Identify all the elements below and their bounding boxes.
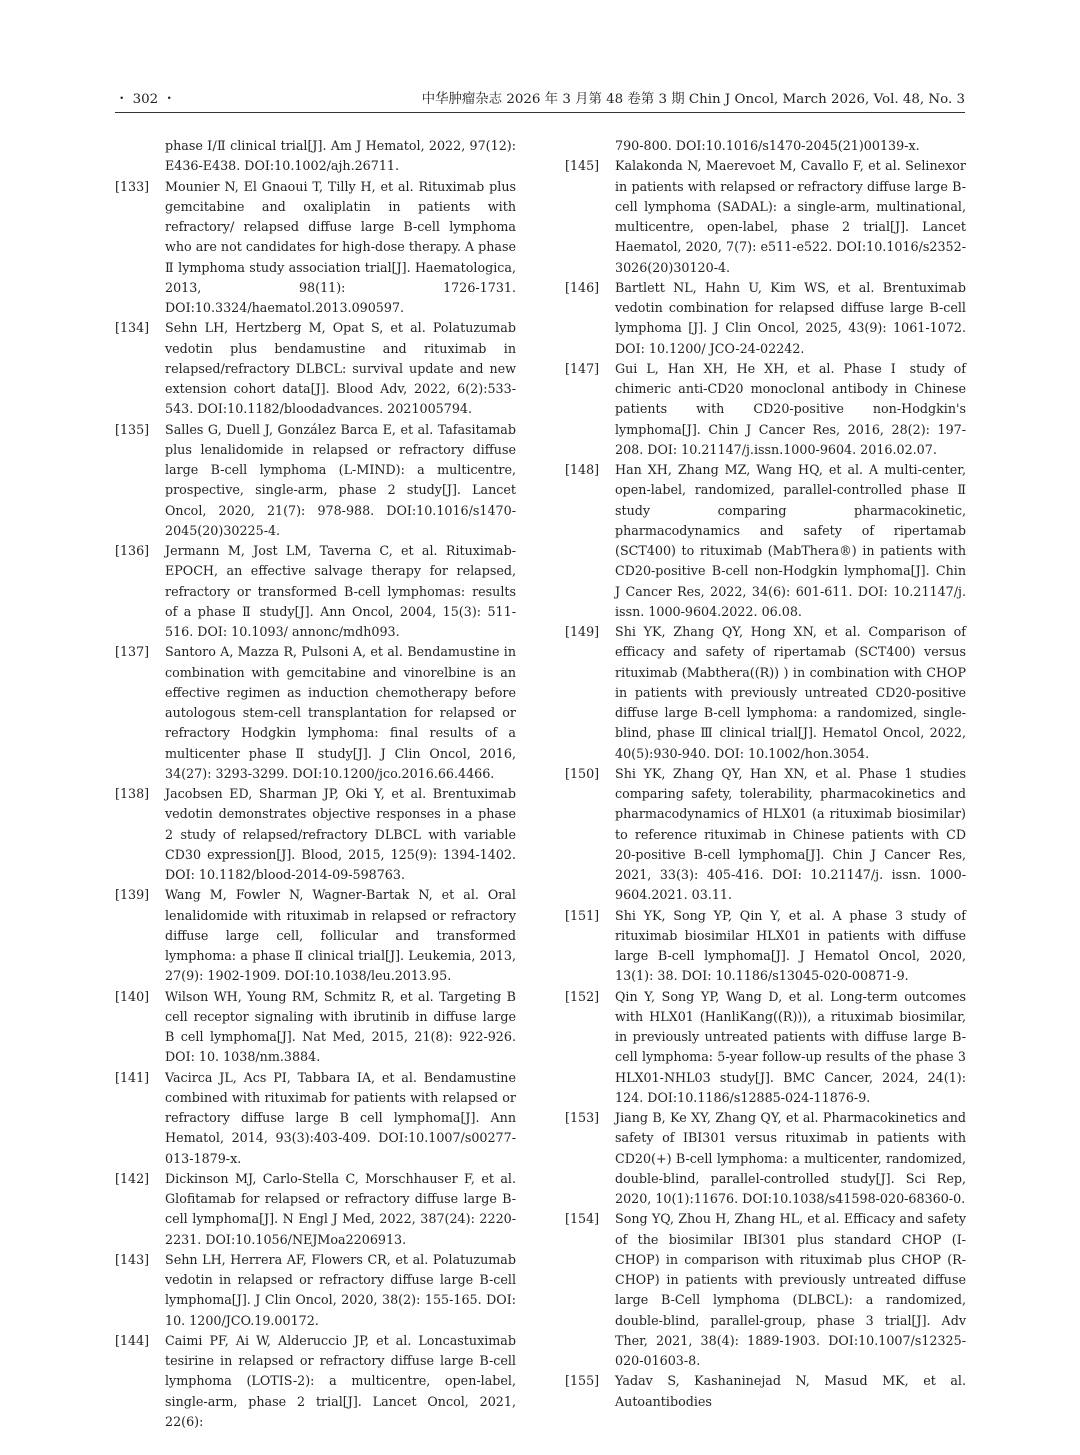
reference-item — [565, 987, 966, 1109]
reference-item — [565, 359, 966, 460]
reference-text: Yadav S, Kashaninejad N, Masud MK, et al. Autoantibodies — [615, 1373, 966, 1409]
reference-text: Song YQ, Zhou H, Zhang HL, et al. Efficacy and safety of the biosimilar IBI301 plus standard CHOP (I-CHOP) in comparison with rituximab plus CHOP (R-CHOP) in patients with previously untreated diffuse large B-Cell lymphoma (DLBCL): a randomized, double-blind, parallel-group, phase 3 trial[J]. Adv Ther, 2021, 38(4): 1889-1903. DOI:10.1007/s12325-020-01603-8. — [615, 1211, 966, 1368]
reference-number: [145] — [565, 158, 600, 174]
reference-text: Vacirca JL, Acs PI, Tabbara IA, et al. Bendamustine combined with rituximab for patients with relapsed or refractory diffuse large B cell lymphoma[J]. Ann Hematol, 2014, 93(3):403-409. DOI:10.1007/s00277-013-1879-x. — [165, 1069, 516, 1166]
reference-item — [115, 885, 516, 986]
reference-item — [565, 278, 966, 359]
reference-item — [565, 764, 966, 906]
reference-item — [115, 1250, 516, 1331]
reference-text: Sehn LH, Hertzberg M, Opat S, et al. Polatuzumab vedotin plus bendamustine and rituximab in relapsed/refractory DLBCL: survival update and new extension cohort data[J]. Blood Adv, 2022, 6(2):533-543. DOI:10.1182/bloodadvances. 2021005794. — [165, 320, 516, 417]
reference-number: [137] — [115, 644, 150, 660]
reference-text: Wang M, Fowler N, Wagner-Bartak N, et al. Oral lenalidomide with rituximab in relapsed or refractory diffuse large cell, follicular and transformed lymphoma: a phase Ⅱ clinical trial[J]. Leukemia, 2013, 27(9): 1902-1909. DOI:10.1038/leu.2013.95. — [165, 887, 516, 984]
reference-number: [138] — [115, 786, 150, 801]
reference-text: Qin Y, Song YP, Wang D, et al. Long-term outcomes with HLX01 (HanliKang((R))), a rituximab biosimilar, in previously untreated patients with diffuse large B-cell lymphoma: 5-year follow-up results of the phase 3 HLX01-NHL03 study[J]. BMC Cancer, 2024, 24(1): 124. DOI:10.1186/s12885-024-11876-9. — [615, 988, 966, 1105]
journal-citation-line: 中华肿瘤杂志 2026 年 3 月第 48 卷第 3 期 Chin J Oncol, March 2026, Vol. 48, No. 3 — [421, 92, 965, 107]
reference-item — [115, 642, 516, 784]
page-number: ・ 302 ・ — [115, 92, 176, 107]
reference-item — [565, 1371, 966, 1412]
reference-text: Kalakonda N, Maerevoet M, Cavallo F, et al. Selinexor in patients with relapsed or refractory diffuse large B-cell lymphoma (SADAL): a single-arm, multinational, multicentre, open-label, phase 2 trial[J]. Lancet Haematol, 2020, 7(7): e511-e522. DOI:10.1016/s2352-3026(20)30120-4. — [615, 158, 966, 275]
reference-item — [565, 156, 966, 278]
reference-list — [115, 177, 516, 1433]
reference-list — [565, 156, 966, 1412]
reference-number: [147] — [565, 360, 600, 376]
reference-text: Jacobsen ED, Sharman JP, Oki Y, et al. Brentuximab vedotin demonstrates objective responses in a phase 2 study of relapsed/refractory DLBCL with variable CD30 expression[J]. Blood, 2015, 125(9): 1394-1402. DOI: 10.1182/blood-2014-09-598763. — [165, 786, 516, 882]
reference-item — [115, 318, 516, 419]
reference-text: Sehn LH, Herrera AF, Flowers CR, et al. Polatuzumab vedotin in relapsed or refractory diffuse large B-cell lymphoma[J]. J Clin Oncol, 2020, 38(2): 155-165. DOI: 10. 1200/JCO.19.00172. — [165, 1251, 516, 1328]
reference-number: [146] — [565, 279, 600, 295]
reference-number: [149] — [565, 624, 600, 639]
reference-text: Jermann M, Jost LM, Taverna C, et al. Rituximab-EPOCH, an effective salvage therapy for relapsed, refractory or transformed B-cell lymphomas: results of a phase Ⅱ study[J]. Ann Oncol, 2004, 15(3): 511-516. DOI: 10.1093/ annonc/mdh093. — [165, 543, 516, 639]
reference-number: [154] — [565, 1211, 600, 1227]
reference-item — [115, 987, 516, 1068]
reference-number: [142] — [115, 1170, 150, 1186]
reference-item — [115, 177, 516, 319]
reference-number: [155] — [565, 1373, 600, 1389]
reference-text: Shi YK, Zhang QY, Han XN, et al. Phase 1 studies comparing safety, tolerability, pharmacokinetics and pharmacodynamics of HLX01 (a rituximab biosimilar) to reference rituximab in Chinese patients with CD 20-positive B-cell lymphoma[J]. Chin J Cancer Res, 2021, 33(3): 405-416. DOI: 10.21147/j. issn. 1000-9604.2021. 03.11. — [615, 765, 966, 903]
reference-text: Mounier N, El Gnaoui T, Tilly H, et al. Rituximab plus gemcitabine and oxaliplatin in patients with refractory/ relapsed diffuse large B-cell lymphoma who are not candidates for high-dose therapy. A phase Ⅱ lymphoma study association trial[J]. Haematologica, 2013, 98(11): 1726-1731. DOI:10.3324/haematol.2013.090597. — [165, 178, 516, 315]
reference-text: Santoro A, Mazza R, Pulsoni A, et al. Bendamustine in combination with gemcitabine and vinorelbine is an effective regimen as induction chemotherapy before autologous stem-cell transplantation for relapsed or refractory Hodgkin lymphoma: final results of a multicenter phase Ⅱ study[J]. J Clin Oncol, 2016, 34(27): 3293-3299. DOI:10.1200/jco.2016.66.4466. — [165, 644, 516, 781]
reference-number: [133] — [115, 178, 150, 194]
reference-number: [141] — [115, 1069, 150, 1085]
reference-item — [115, 1068, 516, 1169]
reference-number: [151] — [565, 907, 600, 923]
reference-text: Wilson WH, Young RM, Schmitz R, et al. Targeting B cell receptor signaling with ibrutinib in diffuse large B cell lymphoma[J]. Nat Med, 2015, 21(8): 922-926. DOI: 10. 1038/nm.3884. — [165, 988, 516, 1065]
reference-text: Shi YK, Zhang QY, Hong XN, et al. Comparison of efficacy and safety of ripertamab (SCT400) versus rituximab (Mabthera((R)) ) in combination with CHOP in patients with previously untreated CD20-positive diffuse large B-cell lymphoma: a randomized, single-blind, phase Ⅲ clinical trial[J]. Hematol Oncol, 2022, 40(5):930-940. DOI: 10.1002/hon.3054. — [615, 624, 966, 761]
reference-number: [148] — [565, 462, 600, 477]
reference-item — [115, 784, 516, 885]
page-header — [115, 86, 965, 113]
reference-number: [140] — [115, 988, 150, 1004]
reference-item — [115, 1331, 516, 1432]
reference-text: Jiang B, Ke XY, Zhang QY, et al. Pharmacokinetics and safety of IBI301 versus rituximab in patients with CD20(+) B-cell lymphoma: a multicenter, randomized, double-blind, parallel-controlled study[J]. Sci Rep, 2020, 10(1):11676. DOI:10.1038/s41598-020-68360-0. — [615, 1110, 966, 1206]
reference-text: Dickinson MJ, Carlo-Stella C, Morschhauser F, et al. Glofitamab for relapsed or refractory diffuse large B-cell lymphoma[J]. N Engl J Med, 2022, 387(24): 2220-2231. DOI:10.1056/NEJMoa2206913. — [165, 1170, 516, 1247]
reference-continuation: phase Ⅰ/Ⅱ clinical trial[J]. Am J Hematol, 2022, 97(12): E436-E438. DOI:10.1002/ajh.26711. — [165, 138, 516, 174]
reference-number: [153] — [565, 1110, 600, 1125]
right-column — [565, 136, 966, 1412]
reference-item — [565, 460, 966, 622]
reference-item — [115, 1169, 516, 1250]
reference-number: [135] — [115, 421, 150, 437]
reference-number: [150] — [565, 765, 600, 781]
reference-text: Bartlett NL, Hahn U, Kim WS, et al. Brentuximab vedotin combination for relapsed diffuse large B-cell lymphoma [J]. J Clin Oncol, 2025, 43(9): 1061-1072. DOI: 10.1200/ JCO-24-02242. — [615, 279, 966, 356]
reference-text: Shi YK, Song YP, Qin Y, et al. A phase 3 study of rituximab biosimilar HLX01 in patients with diffuse large B-cell lymphoma[J]. J Hematol Oncol, 2020, 13(1): 38. DOI: 10.1186/s13045-020-00871-9. — [615, 907, 966, 984]
reference-continuation: 790-800. DOI:10.1016/s1470-2045(21)00139-x. — [615, 138, 920, 153]
reference-item — [565, 906, 966, 987]
reference-number: [152] — [565, 988, 600, 1004]
reference-item — [115, 420, 516, 542]
reference-item — [565, 1209, 966, 1371]
reference-item — [565, 622, 966, 764]
reference-text: Han XH, Zhang MZ, Wang HQ, et al. A multi-center, open-label, randomized, parallel-controlled phase Ⅱ study comparing pharmacokinetic, pharmacodynamics and safety of ripertamab (SCT400) to rituximab (MabThera®) in patients with CD20-positive B-cell non-Hodgkin lymphoma[J]. Chin J Cancer Res, 2022, 34(6): 601-611. DOI: 10.21147/j. issn. 1000-9604.2022. 06.08. — [615, 462, 966, 619]
reference-item — [565, 1108, 966, 1209]
reference-number: [134] — [115, 320, 150, 336]
reference-number: [136] — [115, 543, 150, 558]
left-column — [115, 136, 516, 1432]
reference-number: [139] — [115, 887, 150, 903]
reference-item — [115, 541, 516, 642]
reference-text: Gui L, Han XH, He XH, et al. Phase Ⅰ study of chimeric anti-CD20 monoclonal antibody in Chinese patients with CD20-positive non-Hodgkin's lymphoma[J]. Chin J Cancer Res, 2016, 28(2): 197-208. DOI: 10.21147/j.issn.1000-9604. 2016.02.07. — [615, 360, 966, 457]
reference-text: Caimi PF, Ai W, Alderuccio JP, et al. Loncastuximab tesirine in relapsed or refractory diffuse large B-cell lymphoma (LOTIS-2): a multicentre, open-label, single-arm, phase 2 trial[J]. Lancet Oncol, 2021, 22(6): — [165, 1332, 516, 1429]
reference-number: [143] — [115, 1251, 150, 1267]
reference-text: Salles G, Duell J, González Barca E, et al. Tafasitamab plus lenalidomide in relapsed or refractory diffuse large B-cell lymphoma (L-MIND): a multicentre, prospective, single-arm, phase 2 study[J]. Lancet Oncol, 2020, 21(7): 978-988. DOI:10.1016/s1470-2045(20)30225-4. — [165, 421, 516, 538]
reference-number: [144] — [115, 1332, 150, 1348]
